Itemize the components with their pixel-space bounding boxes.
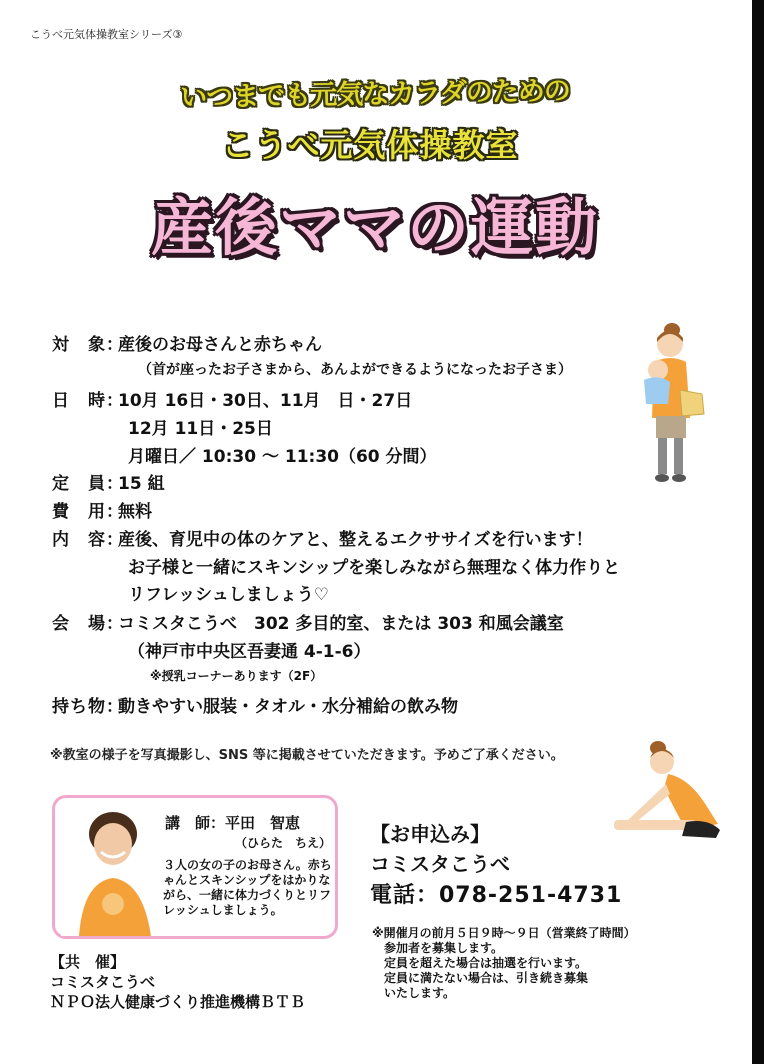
banner-subtitle: いつまでも元気なカラダのための bbox=[179, 75, 571, 114]
date-line3: 月曜日／ 10:30 〜 11:30（60 分間） bbox=[128, 447, 437, 467]
bring-label: 持ち物： bbox=[52, 697, 124, 717]
content-label: 内 容： bbox=[52, 530, 124, 550]
instructor-photo bbox=[61, 804, 161, 936]
application-heading: 【お申込み】 bbox=[370, 822, 490, 846]
venue-address: （神戸市中央区吾妻通 4-1-6） bbox=[128, 642, 371, 662]
scan-edge bbox=[752, 0, 764, 1064]
target-row bbox=[52, 330, 322, 355]
date-row bbox=[52, 386, 412, 411]
instructor-name: 講 師：平田 智恵 bbox=[165, 814, 301, 832]
target-value: 産後のお母さんと赤ちゃん bbox=[118, 335, 322, 355]
fee-value: 無料 bbox=[118, 502, 152, 522]
content-row bbox=[52, 525, 593, 550]
banner-class-name: こうべ元気体操教室 bbox=[221, 126, 519, 164]
fee-label: 費 用： bbox=[52, 502, 124, 522]
instructor-description: ３人の女の子のお母さん。赤ちゃんとスキンシップをはかりながら、一緒に体力づくりとリフレッシュしましょう。 bbox=[163, 858, 332, 917]
capacity-value: 15 組 bbox=[118, 474, 165, 494]
date-line2: 12月 11日・25日 bbox=[128, 419, 273, 439]
venue-value: コミスタこうべ 302 多目的室、または 303 和風会議室 bbox=[118, 614, 564, 634]
stretching-woman-illustration bbox=[608, 738, 726, 842]
venue-label: 会 場： bbox=[52, 614, 124, 634]
application-name: コミスタこうべ bbox=[370, 852, 510, 876]
capacity-label: 定 員： bbox=[52, 474, 124, 494]
content-line2: お子様と一緒にスキンシップを楽しみながら無理なく体力作りと bbox=[128, 558, 621, 578]
fee-row bbox=[52, 497, 152, 522]
organizer-heading: 【共 催】 bbox=[50, 953, 126, 971]
photo-notice: ※教室の様子を写真撮影し、SNS 等に掲載させていただきます。予めご了承ください。 bbox=[50, 748, 564, 763]
organizer-block bbox=[50, 952, 305, 1012]
mother-baby-illustration bbox=[630, 318, 710, 486]
instructor-card bbox=[52, 795, 338, 939]
organizer-line: ＮＰＯ法人健康づくり推進機構ＢＴＢ bbox=[50, 993, 306, 1011]
application-note: 定員を超えた場合は抽選を行います。 bbox=[372, 956, 588, 970]
instructor-reading: （ひらた ちえ） bbox=[235, 836, 332, 850]
application-note: 定員に満たない場合は、引き続き募集 bbox=[372, 971, 589, 985]
application-phone: 電話：078-251-4731 bbox=[370, 883, 623, 908]
content-value: 産後、育児中の体のケアと、整えるエクササイズを行います！ bbox=[118, 530, 593, 550]
application-notes bbox=[372, 926, 636, 1001]
application-note: 参加者を募集します。 bbox=[372, 941, 504, 955]
application-note: ※開催月の前月５日９時〜９日（営業終了時間） bbox=[372, 926, 636, 940]
application-note: いたします。 bbox=[372, 986, 456, 1000]
venue-row bbox=[52, 609, 564, 634]
organizer-line: コミスタこうべ bbox=[50, 973, 156, 991]
content-line3: リフレッシュしましょう♡ bbox=[128, 585, 330, 605]
main-title: 産後ママの運動 bbox=[150, 191, 599, 264]
capacity-row bbox=[52, 469, 165, 494]
target-label: 対 象： bbox=[52, 335, 124, 355]
bring-row bbox=[52, 692, 458, 717]
venue-note: ※授乳コーナーあります（2F） bbox=[150, 669, 323, 683]
target-sub: （首が座ったお子さまから、あんよができるようになったお子さま） bbox=[138, 362, 572, 378]
bring-value: 動きやすい服装・タオル・水分補給の飲み物 bbox=[118, 697, 458, 717]
date-label: 日 時： bbox=[52, 391, 124, 411]
date-value: 10月 16日・30日、11月 日・27日 bbox=[118, 391, 413, 411]
series-label: こうべ元気体操教室シリーズ③ bbox=[30, 28, 183, 41]
